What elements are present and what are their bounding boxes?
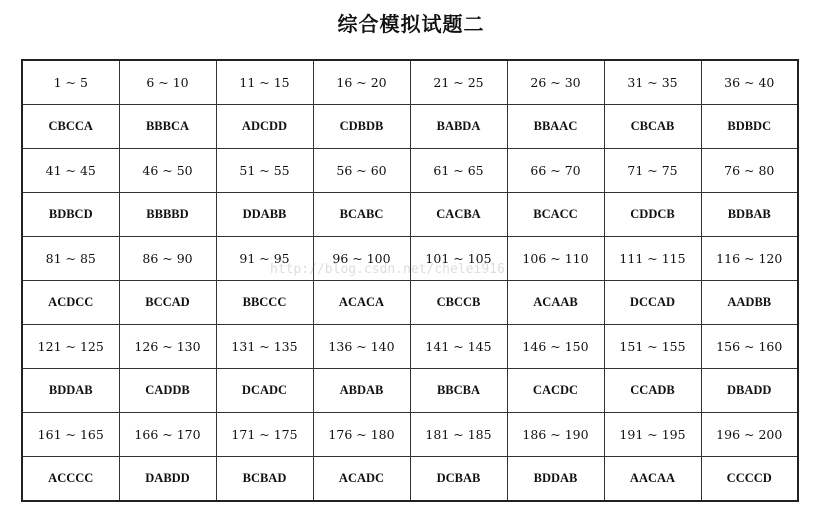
answer-key-cell: BDBAB: [701, 193, 798, 237]
answer-key-cell: CCADB: [604, 369, 701, 413]
answer-key-cell: BABDA: [410, 105, 507, 149]
answer-key-cell: ACDCC: [22, 281, 119, 325]
question-range-cell: 121 ~ 125: [22, 325, 119, 369]
answer-key-cell: CACBA: [410, 193, 507, 237]
answer-key-cell: BCCAD: [119, 281, 216, 325]
answer-key-cell: BBBBD: [119, 193, 216, 237]
question-range-cell: 186 ~ 190: [507, 413, 604, 457]
answer-key-cell: CBCCB: [410, 281, 507, 325]
answer-key-row: [22, 369, 798, 413]
answer-key-cell: CCCCD: [701, 457, 798, 502]
question-range-cell: 51 ~ 55: [216, 149, 313, 193]
answer-key-cell: BDDAB: [507, 457, 604, 502]
question-range-cell: 156 ~ 160: [701, 325, 798, 369]
answer-key-cell: ACACA: [313, 281, 410, 325]
question-range-cell: 136 ~ 140: [313, 325, 410, 369]
answer-key-cell: ACCCC: [22, 457, 119, 502]
question-range-cell: 6 ~ 10: [119, 60, 216, 105]
answer-key-cell: DCCAD: [604, 281, 701, 325]
question-range-cell: 71 ~ 75: [604, 149, 701, 193]
watermark: http://blog.csdn.net/chelei916: [270, 262, 505, 277]
answer-key-cell: DABDD: [119, 457, 216, 502]
question-range-cell: 11 ~ 15: [216, 60, 313, 105]
question-range-cell: 36 ~ 40: [701, 60, 798, 105]
answer-key-cell: ACAAB: [507, 281, 604, 325]
question-range-cell: 61 ~ 65: [410, 149, 507, 193]
answer-key-cell: DCADC: [216, 369, 313, 413]
question-range-cell: 26 ~ 30: [507, 60, 604, 105]
answer-key-cell: DBADD: [701, 369, 798, 413]
question-range-cell: 171 ~ 175: [216, 413, 313, 457]
question-range-cell: 126 ~ 130: [119, 325, 216, 369]
answer-key-cell: BCBAD: [216, 457, 313, 502]
question-range-cell: 161 ~ 165: [22, 413, 119, 457]
question-range-cell: 41 ~ 45: [22, 149, 119, 193]
question-range-row: [22, 413, 798, 457]
page-title: 综合模拟试题二: [337, 12, 485, 36]
question-range-cell: 176 ~ 180: [313, 413, 410, 457]
question-range-row: [22, 149, 798, 193]
answer-key-cell: CACDC: [507, 369, 604, 413]
answer-key-cell: CBCAB: [604, 105, 701, 149]
answer-table-body: [22, 60, 798, 501]
question-range-cell: 96 ~ 100: [313, 237, 410, 281]
answer-key-row: [22, 281, 798, 325]
answer-key-cell: CBCCA: [22, 105, 119, 149]
question-range-cell: 1 ~ 5: [22, 60, 119, 105]
question-range-row: [22, 60, 798, 105]
answer-key-cell: CDDCB: [604, 193, 701, 237]
answer-key-cell: BCACC: [507, 193, 604, 237]
question-range-cell: 196 ~ 200: [701, 413, 798, 457]
answer-key-cell: BBCCC: [216, 281, 313, 325]
answer-table: [21, 59, 799, 502]
answer-key-cell: BCABC: [313, 193, 410, 237]
answer-key-cell: DCBAB: [410, 457, 507, 502]
answer-key-cell: DDABB: [216, 193, 313, 237]
answer-key-cell: BBBCA: [119, 105, 216, 149]
answer-key-cell: BDBCD: [22, 193, 119, 237]
answer-key-cell: BBAAC: [507, 105, 604, 149]
answer-key-cell: ACADC: [313, 457, 410, 502]
question-range-cell: 146 ~ 150: [507, 325, 604, 369]
question-range-cell: 111 ~ 115: [604, 237, 701, 281]
answer-key-cell: BDDAB: [22, 369, 119, 413]
answer-key-cell: CDBDB: [313, 105, 410, 149]
question-range-cell: 141 ~ 145: [410, 325, 507, 369]
question-range-cell: 191 ~ 195: [604, 413, 701, 457]
question-range-cell: 101 ~ 105: [410, 237, 507, 281]
answer-key-cell: BDBDC: [701, 105, 798, 149]
question-range-cell: 56 ~ 60: [313, 149, 410, 193]
answer-key-cell: BBCBA: [410, 369, 507, 413]
question-range-cell: 21 ~ 25: [410, 60, 507, 105]
question-range-cell: 81 ~ 85: [22, 237, 119, 281]
question-range-row: [22, 325, 798, 369]
question-range-cell: 151 ~ 155: [604, 325, 701, 369]
question-range-cell: 46 ~ 50: [119, 149, 216, 193]
question-range-cell: 86 ~ 90: [119, 237, 216, 281]
question-range-cell: 166 ~ 170: [119, 413, 216, 457]
question-range-cell: 131 ~ 135: [216, 325, 313, 369]
answer-key-cell: AACAA: [604, 457, 701, 502]
question-range-cell: 66 ~ 70: [507, 149, 604, 193]
question-range-cell: 181 ~ 185: [410, 413, 507, 457]
question-range-cell: 106 ~ 110: [507, 237, 604, 281]
answer-key-cell: ABDAB: [313, 369, 410, 413]
question-range-cell: 91 ~ 95: [216, 237, 313, 281]
answer-key-cell: CADDB: [119, 369, 216, 413]
question-range-row: [22, 237, 798, 281]
answer-key-row: [22, 193, 798, 237]
question-range-cell: 116 ~ 120: [701, 237, 798, 281]
answer-key-cell: ADCDD: [216, 105, 313, 149]
answer-key-row: [22, 105, 798, 149]
question-range-cell: 76 ~ 80: [701, 149, 798, 193]
question-range-cell: 31 ~ 35: [604, 60, 701, 105]
answer-key-cell: AADBB: [701, 281, 798, 325]
question-range-cell: 16 ~ 20: [313, 60, 410, 105]
answer-key-row: [22, 457, 798, 502]
